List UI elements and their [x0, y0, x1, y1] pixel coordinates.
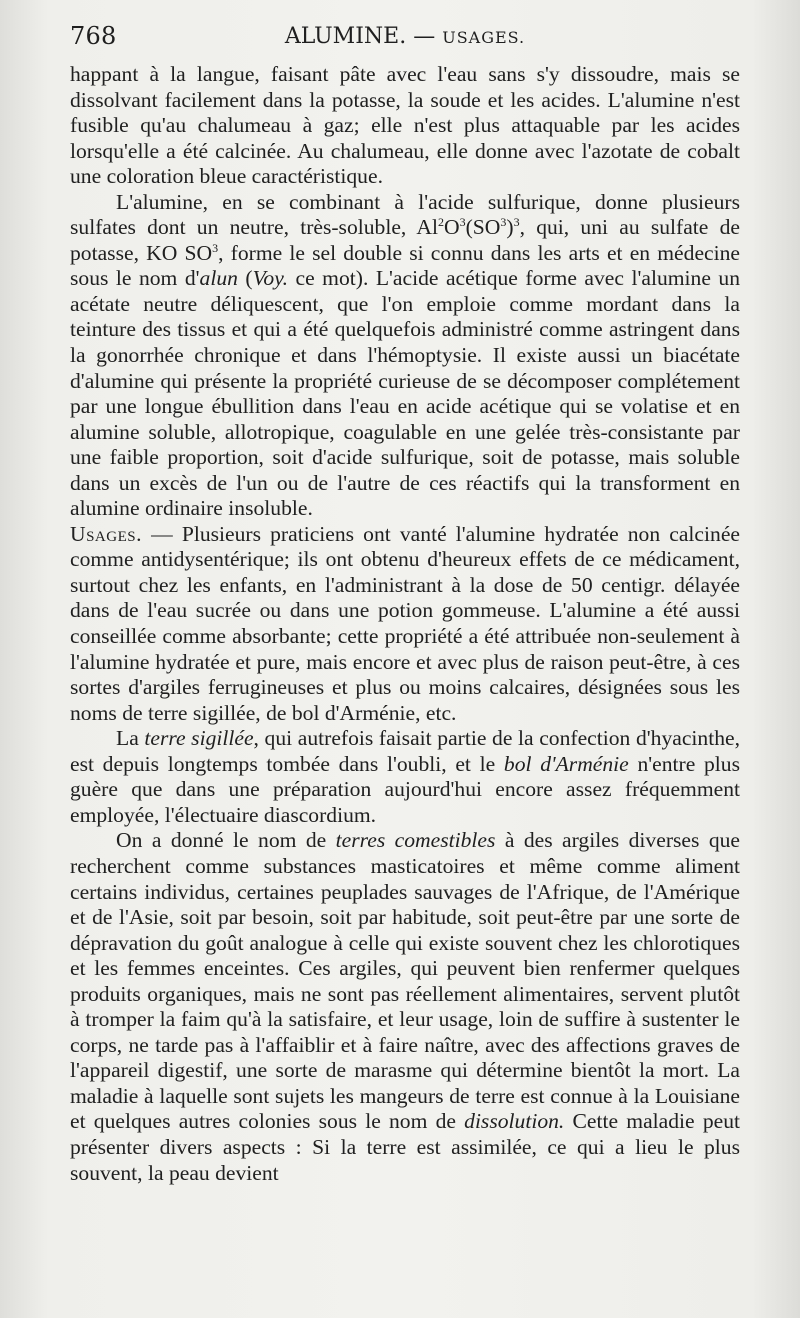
p4-text-c: , qui autrefois faisait partie de la confection d'hyacinthe, est depuis longtemps tombée dans l'oubli, et le	[70, 726, 740, 776]
p4-italic-terre-sigillee: terre sigillée	[144, 726, 254, 751]
p5-text-a: On a donné le nom de	[116, 828, 336, 853]
p4-text-e: n'entre plus guère que dans une préparation aujourd'hui encore assez fréquemment employée, l'électuaire diascordium.	[70, 751, 740, 827]
p2-text-a: L'alumine, en se combinant à l'acide sulfurique, donne plusieurs sulfates dont un neutre, très-soluble, Al	[70, 189, 740, 240]
running-head-dash: —	[413, 24, 436, 49]
running-head-section: USAGES.	[442, 28, 526, 47]
p2-sup-b: 2	[437, 215, 444, 230]
paragraph-4	[70, 726, 740, 828]
p2-italic-alun: alun	[199, 266, 238, 291]
p2-text-o: ce mot). L'acide acétique forme avec l'alumine un acétate neutre déliquescent, que l'on emploie comme mordant dans la teinture des tissus et qui a été quelquefois administré comme astringent dans la gonorrhée chronique et dans l'hémoptysie. Il existe aussi un biacétate d'alumine qui présente la propriété curieuse de se décomposer complétement par une longue ébullition dans l'eau en acide acétique qui se volatise et en alumine soluble, allotropique, coagulable en une gelée très-consistante par une faible proportion, soit d'acide sulfurique, soit de potasse, mais soluble dans un excès de l'un ou de l'autre de ces réactifs qui la transforment en alumine ordinaire insoluble.	[70, 266, 741, 521]
paragraph-3	[70, 522, 740, 726]
p2-text-e: (SO	[465, 215, 501, 240]
body-text	[70, 62, 740, 1186]
running-head-title: ALUMINE.	[284, 24, 407, 49]
p2-sup-d: 3	[459, 215, 466, 230]
p5-text-e: Cette maladie peut présenter divers aspects : Si la terre est assimilée, ce qui a lieu le plus souvent, la peau devient	[70, 1109, 740, 1185]
p2-italic-voy: Voy.	[252, 266, 289, 291]
paragraph-5	[70, 828, 740, 1186]
p5-italic-dissolution: dissolution.	[464, 1109, 565, 1134]
paragraph-1-text: happant à la langue, faisant pâte avec l'eau sans s'y dissoudre, mais se dissolvant facilement dans la potasse, la soude et les acides. L'alumine n'est fusible qu'au chalumeau à gaz; elle n'est plus attaquable par les acides lorsqu'elle a été calcinée. Au chalumeau, elle donne avec l'azotate de cobalt une coloration bleue caractéristique.	[70, 62, 740, 189]
p5-text-c: à des argiles diverses que recherchent comme substances masticatoires et même comme aliment certains individus, certaines peuplades sauvages de l'Afrique, de l'Amérique et de l'Asie, soit par besoin, soit par habitude, soit peut-être par une sorte de dépravation du goût analogue à celle qui existe souvent chez les chlorotiques et les femmes enceintes. Ces argiles, qui peuvent bien renfermer quelques produits organiques, mais ne sont pas réellement alimentaires, servent plutôt à tromper la faim qu'à la satisfaire, et leur usage, loin de suffire à sustenter le corps, ne tarde pas à l'affaiblir et à faire naître, avec des affections graves de l'appareil digestif, une sorte de marasme qui détermine bientôt la mort. La maladie à laquelle sont sujets les mangeurs de terre est connue à la Louisiane et quelques autres colonies sous le nom de	[70, 828, 740, 1134]
p2-sup-h: 3	[513, 215, 520, 230]
page-number: 768	[70, 22, 117, 50]
running-head	[70, 24, 740, 49]
p2-sup-j: 3	[212, 240, 219, 255]
p2-text-c: O	[443, 215, 460, 240]
paragraph-1	[70, 62, 740, 190]
p2-sup-f: 3	[500, 215, 507, 230]
page-header	[70, 20, 740, 54]
p2-text-k: , forme le sel double si connu dans les arts et en médecine sous le nom d'	[70, 240, 740, 291]
paragraph-2	[70, 190, 740, 522]
p4-italic-bol-armenie: bol d'Arménie	[503, 751, 629, 776]
p2-text-m: (	[237, 266, 253, 291]
p5-italic-terres-comestibles: terres comestibles	[335, 828, 496, 853]
p4-text-a: La	[116, 726, 145, 751]
p3-text: — Plusieurs praticiens ont vanté l'alumine hydratée non calcinée comme antidysentérique; ils ont obtenu d'heureux effets de ce médicament, surtout chez les enfants, en l'administrant à la dose de 50 centigr. délayée dans de l'eau sucrée ou dans une potion gommeuse. L'alumine a été aussi conseillée comme absorbante; cette propriété a été attribuée non-seulement à l'alumine hydratée et pure, mais encore et avec plus de raison peut-être, à ces sortes d'argiles ferrugineuses et plus ou moins calcaires, désignées sous les noms de terre sigillée, de bol d'Arménie, etc.	[70, 521, 740, 725]
p2-text-g: )	[506, 215, 514, 240]
usages-label: Usages.	[70, 521, 143, 546]
p2-text-i: , qui, uni au sulfate de potasse, KO SO	[70, 215, 740, 265]
